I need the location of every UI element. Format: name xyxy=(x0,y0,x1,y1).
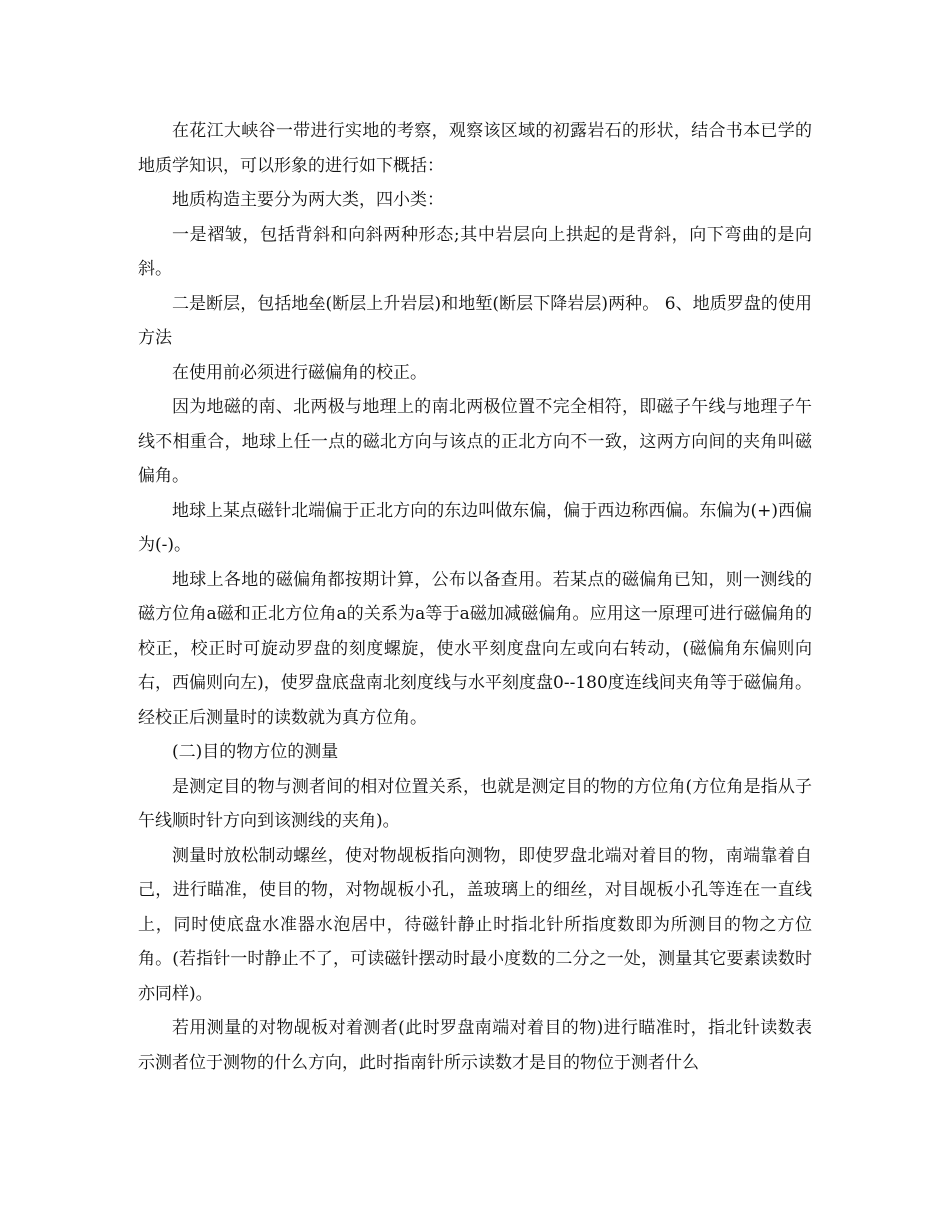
paragraph-east-west-declination: 地球上某点磁针北端偏于正北方向的东边叫做东偏，偏于西边称西偏。东偏为(+)西偏为(-)。 xyxy=(138,500,812,555)
paragraph-measurement-procedure: 测量时放松制动螺丝，使对物觇板指向测物，即使罗盘北端对着目的物，南端靠着自己，进行瞄准，使目的物，对物觇板小孔，盖玻璃上的细丝，对目觇板小孔等连在一直线上，同时使底盘水准器水泡居中，待磁针静止时指北针所指度数即为所测目的物之方位角。(若指针一时静止不了，可读磁针摆动时最小度数的二分之一处，测量其它要素读数时亦同样)。 xyxy=(138,845,812,1004)
paragraph-azimuth-definition: 是测定目的物与测者间的相对位置关系，也就是测定目的物的方位角(方位角是指从子午线顺时针方向到该测线的夹角)。 xyxy=(138,776,812,831)
paragraph-faults: 二是断层，包括地垒(断层上升岩层)和地堑(断层下降岩层)两种。 6、地质罗盘的使用方法 xyxy=(138,293,812,348)
paragraph-structure-types: 地质构造主要分为两大类，四小类： xyxy=(172,190,444,210)
paragraph-reverse-sighting: 若用测量的对物觇板对着测者(此时罗盘南端对着目的物)进行瞄准时，指北针读数表示测者位于测物的什么方向，此时指南针所示读数才是目的物位于测者什么 xyxy=(138,1018,812,1073)
paragraph-declination-correction: 在使用前必须进行磁偏角的校正。 xyxy=(172,362,427,383)
paragraph-correction-method: 地球上各地的磁偏角都按期计算，公布以备查用。若某点的磁偏角已知，则一测线的磁方位角a磁和正北方位角a的关系为a等于a磁加减磁偏角。应用这一原理可进行磁偏角的校正，校正时可旋动罗盘的刻度螺旋，使水平刻度盘向左或向右转动，(磁偏角东偏则向右，西偏则向左)，使罗盘底盘南北刻度线与水平刻度盘0--180度连线间夹角等于磁偏角。经校正后测量时的读数就为真方位角。 xyxy=(138,569,812,728)
paragraph-intro: 在花江大峡谷一带进行实地的考察，观察该区域的初露岩石的形状，结合书本已学的地质学知识，可以形象的进行如下概括： xyxy=(138,121,812,176)
paragraph-section-heading: (二)目的物方位的测量 xyxy=(172,742,339,762)
document-body xyxy=(138,114,812,1080)
paragraph-declination-definition: 因为地磁的南、北两极与地理上的南北两极位置不完全相符，即磁子午线与地理子午线不相重合，地球上任一点的磁北方向与该点的正北方向不一致，这两方向间的夹角叫磁偏角。 xyxy=(138,397,812,486)
paragraph-folds: 一是褶皱，包括背斜和向斜两种形态;其中岩层向上拱起的是背斜，向下弯曲的是向斜。 xyxy=(138,224,812,279)
